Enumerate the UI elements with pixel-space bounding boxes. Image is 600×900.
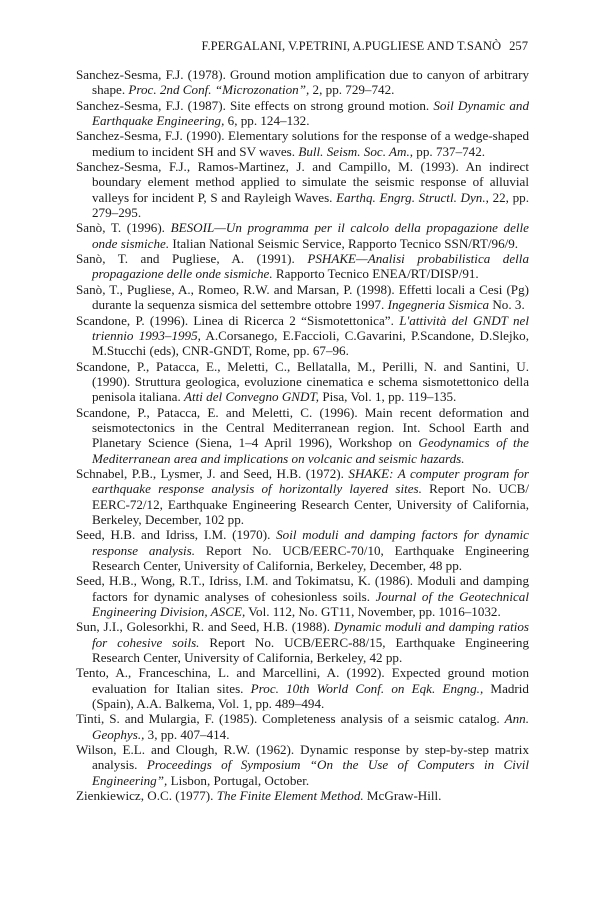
reference-text: pp. 737–742. (413, 143, 486, 159)
reference-entry (76, 128, 529, 159)
reference-italic-text: Bull. Seism. Soc. Am., (298, 143, 414, 159)
reference-text: Sanchez-Sesma, F.J. (1978). Ground motion amplification due to canyon of arbitrary shape. (76, 67, 529, 98)
reference-italic-text: Proc. 10th World Conf. on Eqk. Engng., (250, 680, 484, 696)
reference-italic-text: Soil moduli and damping factors for dynamic response analysis. (92, 527, 529, 558)
reference-entry (76, 405, 529, 466)
reference-list (76, 67, 529, 804)
reference-text: 22, pp. 279–295. (92, 189, 529, 221)
reference-text: Wilson, E.L. and Clough, R.W. (1962). Dynamic response by step-by-step matrix analysis. (76, 742, 529, 773)
reference-text: Seed, H.B. and Idriss, I.M. (1970). (76, 527, 277, 543)
reference-italic-text: Dynamic moduli and damping ratios for cohesive soils. (92, 619, 529, 650)
reference-entry (76, 98, 529, 129)
reference-text: A.Corsanego, E.Faccioli, C.Gavarini, P.Scandone, D.Slejko, M.Stucchi (eds), CNR-GNDT, Rome, pp. 67–96. (92, 327, 529, 359)
reference-text: No. 3. (489, 297, 525, 313)
reference-text: 3, pp. 407–414. (144, 726, 230, 742)
reference-italic-text: Ingegneria Sismica (387, 297, 490, 313)
reference-italic-text: Proceedings of Symposium “On the Use of Computers in Civil Engineering”, (92, 757, 529, 788)
reference-italic-text: Ann. Geophys., (92, 711, 529, 742)
reference-text: Zienkiewicz, O.C. (1977). (76, 788, 217, 804)
reference-text: McGraw-Hill. (363, 788, 442, 804)
reference-italic-text: Geodynamics of the Mediterranean area and implications on volcanic and seismic hazards. (92, 435, 529, 466)
reference-italic-text: Proc. 2nd Conf. “Microzonation”, (128, 82, 310, 98)
reference-italic-text: Earthq. Engrg. Structl. Dyn., (336, 189, 489, 205)
reference-text: 6, pp. 124–132. (224, 113, 310, 129)
reference-entry (76, 67, 529, 98)
reference-italic-text: PSHAKE—Analisi probabilistica della propagazione delle onde sismiche. (92, 251, 529, 282)
reference-text: Lisbon, Portugal, October. (167, 772, 310, 788)
reference-text: Pisa, Vol. 1, pp. 119–135. (319, 389, 457, 405)
reference-entry (76, 466, 529, 527)
reference-text: Report No. UCB/ EERC-72/12, Earthquake Engineering Research Center, University of California, Berkeley, December, 102 pp. (92, 481, 530, 527)
reference-text: 2, pp. 729–742. (309, 82, 395, 98)
reference-italic-text: Soil Dynamic and Earthquake Engineering, (92, 97, 529, 129)
reference-entry (76, 313, 529, 359)
reference-text: Sanò, T., Pugliese, A., Romeo, R.W. and Marsan, P. (1998). Effetti locali a Cesi (Pg) durante la sequenza sismica del settembre ottobre 1997. (76, 281, 529, 313)
reference-text: Schnabel, P.B., Lysmer, J. and Seed, H.B. (1972). (76, 465, 349, 481)
reference-entry (76, 282, 529, 313)
reference-entry (76, 788, 529, 803)
reference-text: Sanchez-Sesma, F.J. (1990). Elementary solutions for the response of a wedge-shaped medium to incident SH and SV waves. (76, 128, 529, 159)
reference-text: Tinti, S. and Mulargia, F. (1985). Completeness analysis of a seismic catalog. (76, 711, 505, 727)
reference-text: Rapporto Tecnico ENEA/RT/DISP/91. (272, 266, 479, 282)
reference-entry (76, 220, 529, 251)
reference-entry (76, 527, 529, 573)
reference-text: Scandone, P. (1996). Linea di Ricerca 2 “Sismotettonica”. (76, 312, 400, 328)
reference-entry (76, 665, 529, 711)
reference-italic-text: BESOIL—Un programma per il calcolo della propagazione delle onde sismiche. (92, 220, 529, 251)
reference-text: Scandone, P., Patacca, E., Meletti, C., Bellatalla, M., Perilli, N. and Santini, U. (1990). Struttura geologica, evoluzione cinematica e schema sismotettonico della penisola italiana. (76, 358, 529, 405)
reference-entry (76, 619, 529, 665)
reference-entry (76, 573, 529, 619)
reference-entry (76, 359, 529, 405)
reference-entry (76, 159, 529, 220)
reference-text: Sanò, T. and Pugliese, A. (1991). (76, 251, 308, 267)
reference-text: Sanchez-Sesma, F.J. (1987). Site effects on strong ground motion. (76, 97, 434, 113)
reference-text: Sanò, T. (1996). (76, 220, 171, 236)
header-authors: F.PERGALANI, V.PETRINI, A.PUGLIESE AND T.SANÒ (201, 39, 502, 53)
reference-text: Italian National Seismic Service, Rapporto Tecnico SSN/RT/96/9. (169, 235, 519, 251)
reference-text: Madrid (Spain), A.A. Balkema, Vol. 1, pp. 489–494. (92, 680, 529, 712)
reference-text: Sun, J.I., Golesorkhi, R. and Seed, H.B. (1988). (76, 619, 334, 635)
reference-text: Sanchez-Sesma, F.J., Ramos-Martinez, J. and Campillo, M. (1993). An indirect boundary element method applied to simulate the seismic response of alluvial valleys for incident P, S and Rayleigh Waves. (76, 159, 529, 205)
reference-text: Report No. UCB/EERC-70/10, Earthquake Engineering Research Center, University of California, Berkeley, December, 48 pp. (92, 542, 529, 573)
running-header (201, 39, 528, 54)
reference-italic-text: The Finite Element Method. (216, 788, 364, 804)
reference-text: Scandone, P., Patacca, E. and Meletti, C. (1996). Main recent deformation and seismotectonics in the Central Mediterranean region. Int. School Earth and Planetary Science (Siena, 1–4 April 1996), Workshop on (76, 404, 529, 451)
reference-text: Vol. 112, No. GT11, November, pp. 1016–1032. (245, 604, 501, 620)
reference-text: Seed, H.B., Wong, R.T., Idriss, I.M. and Tokimatsu, K. (1986). Moduli and damping factors for dynamic analyses of cohesionless soils. (76, 573, 529, 604)
reference-italic-text: L'attività del GNDT nel triennio 1993–1995, (92, 312, 529, 343)
reference-italic-text: Atti del Convegno GNDT, (184, 389, 320, 405)
reference-text: Tento, A., Franceschina, L. and Marcellini, A. (1992). Expected ground motion evaluation for Italian sites. (76, 665, 529, 696)
reference-text: Report No. UCB/EERC-88/15, Earthquake Engineering Research Center, University of California, Berkeley, 42 pp. (92, 634, 529, 666)
reference-italic-text: Journal of the Geotechnical Engineering Division, ASCE, (92, 588, 529, 620)
reference-entry (76, 711, 529, 742)
reference-italic-text: SHAKE: A computer program for earthquake response analysis of horizontally layered sites. (92, 465, 529, 497)
reference-entry (76, 742, 529, 788)
page-number: 257 (509, 39, 528, 53)
reference-entry (76, 251, 529, 282)
